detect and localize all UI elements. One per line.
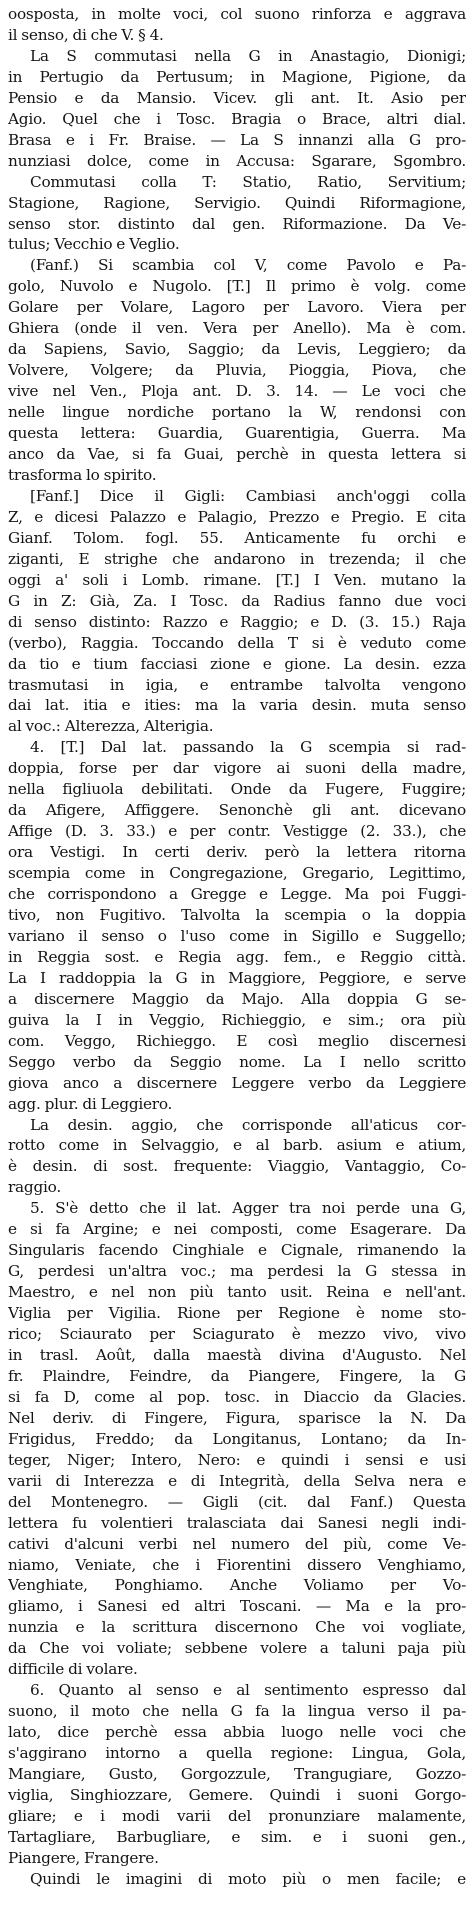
text-line: Gianf. Tolom. fogl. 55. Anticamente fu orchi e [8, 528, 466, 547]
text-line: Golare per Volare, Lagoro per Lavoro. Viera per [8, 298, 466, 317]
text-line: 5. S'è detto che il lat. Agger tra noi perde una G, [30, 1199, 466, 1218]
text-line: Affige (D. 3. 33.) e per contr. Vestigge (2. 33.), che [8, 822, 466, 841]
text-line: che corrispondono a Gregge e Legge. Ma poi Fuggi- [8, 885, 466, 904]
text-line: Mangiare, Gusto, Gorgozzule, Trangugiare, Gozzo- [8, 1765, 466, 1784]
text-line: Frigidus, Freddo; da Longitanus, Lontano; da In- [8, 1429, 466, 1448]
text-line: niamo, Veniate, che i Fiorentini dissero Venghiamo, [8, 1555, 466, 1574]
text-line: Piangere, Frangere. [8, 1848, 159, 1867]
text-line: lettera fu volentieri tralasciata dai Sanesi negli indi- [8, 1513, 466, 1532]
text-line: gliamo, i Sanesi ed altri Toscani. — Ma e la pro- [8, 1597, 466, 1616]
text-line: Ghiera (onde il ven. Vera per Anello). Ma è com. [8, 319, 466, 338]
text-line: G, perdesi un'altra voc.; ma perdesi la G stessa in [8, 1262, 466, 1281]
text-line: cativi d'alcuni verbi nel numero del più, come Ve- [8, 1534, 466, 1553]
text-line: Tartagliare, Barbugliare, e sim. e i suoni gen., [8, 1827, 466, 1846]
text-line: Brasa e i Fr. Braise. — La S innanzi alla G pro- [8, 130, 466, 149]
text-line: in trasl. Août, dalla maestà divina d'Augusto. Nel [8, 1346, 466, 1364]
text-line: 4. [T.] Dal lat. passando la G scempia si rad- [30, 738, 466, 757]
text-line: lato, dice perchè essa abbia luogo nelle voci che [8, 1723, 466, 1742]
text-line: Volvere, Volgere; da Pluvia, Pioggia, Piova, che [8, 361, 466, 380]
text-line: da tio e tium facciasi zione e gione. La desin. ezza [8, 654, 466, 673]
text-line: trasforma lo spirito. [8, 465, 157, 484]
text-line: giova anco a discernere Leggere verbo da Leggiere [8, 1073, 466, 1092]
text-line: La desin. aggio, che corrisponde all'aticus cor- [30, 1115, 466, 1134]
text-line: (Fanf.) Si scambia col V, come Pavolo e Pa- [30, 256, 466, 275]
text-line: raggio. [8, 1178, 61, 1197]
text-line: Venghiate, Ponghiamo. Anche Voliamo per Vo- [8, 1576, 466, 1595]
text-line: (verbo), Raggia. Toccando della T si è veduto come [8, 633, 466, 652]
text-line: Nel deriv. di Fingere, Figura, sparisce la N. Da [8, 1408, 466, 1427]
text-line: di senso distinto: Razzo e Raggio; e D. (3. 15.) Raja [8, 612, 466, 631]
text-line: suono, il moto che nella G fa la lingua verso il pa- [8, 1702, 466, 1721]
text-line: nunzia e la scrittura discernono Che voi vogliate, [8, 1618, 466, 1637]
text-line: Viglia per Vigilia. Rione per Regione è nome sto- [8, 1304, 466, 1323]
text-line: doppia, forse per dar vigore ai suoni della madre, [8, 759, 466, 778]
text-line: da Afigere, Affiggere. Senonchè gli ant. dicevano [8, 801, 466, 820]
text-line: senso stor. distinto dal gen. Riformazione. Da Ve- [8, 214, 466, 233]
text-line: da Che voi voliate; sebbene volere a taluni paja più [8, 1639, 466, 1658]
text-line: agg. plur. di Leggiero. [8, 1094, 173, 1113]
text-line: oggi a' soli i Lomb. rimane. [T.] I Ven. mutano la [8, 570, 466, 589]
text-line: Maestro, e nel non più tanto usit. Reina e nell'ant. [8, 1283, 466, 1302]
text-line: La I raddoppia la G in Maggiore, Peggiore, e serve [8, 968, 466, 987]
text-line: nelle lingue nordiche portano la W, rendonsi con [8, 403, 466, 422]
text-line: difficile di volare. [8, 1660, 138, 1679]
text-line: La S commutasi nella G in Anastagio, Dionigi; [30, 46, 466, 65]
text-line: 6. Quanto al senso e al sentimento espresso dal [30, 1681, 466, 1700]
text-line: da Sapiens, Savio, Saggio; da Levis, Leggiero; da [8, 340, 466, 359]
text-line: è desin. di sost. frequente: Viaggio, Vantaggio, Co- [8, 1157, 466, 1176]
text-line: nella figliuola debilitati. Onde da Fugere, Fuggire; [8, 780, 466, 799]
text-line: oosposta, in molte voci, col suono rinforza e aggrava [8, 5, 466, 23]
text-line: Commutasi colla T: Statio, Ratio, Servitium; [30, 172, 466, 191]
text-line: gliare; e i modi varii del pronunziare malamente, [8, 1806, 466, 1825]
text-line: G in Z: Già, Za. I Tosc. da Radius fanno due voci [8, 591, 466, 610]
text-line: trasmutasi in igia, e entrambe talvolta vengono [8, 675, 466, 694]
text-line: ora Vestigi. In certi deriv. però la lettera ritorna [8, 843, 466, 862]
text-line: viglia, Singhiozzare, Gemere. Quindi i suoni Gorgo- [8, 1786, 466, 1805]
text-line: fr. Plaindre, Feindre, da Piangere, Fingere, la G [8, 1366, 466, 1385]
text-line: al voc.: Alterezza, Alterigia. [8, 717, 214, 736]
text-line: il senso, di che V. § 4. [8, 25, 164, 44]
text-line: rico; Sciaurato per Sciagurato è mezzo vivo, vivo [8, 1325, 466, 1344]
text-line: a discernere Maggio da Majo. Alla doppia G se- [8, 989, 466, 1008]
text-line: varii di Interezza e di Integrità, della Selva nera e [8, 1471, 466, 1490]
text-line: tulus; Vecchio e Veglio. [8, 235, 180, 254]
text-line: anco da Vae, si fa Guai, perchè in questa lettera si [8, 445, 466, 464]
text-line: nunziasi dolce, come in Accusa: Sgarare, Sgombro. [8, 151, 466, 170]
text-line: guiva la I in Veggio, Richieggio, e sim.; ora più [8, 1010, 466, 1029]
text-line: golo, Nuvolo e Nugolo. [T.] Il primo è volg. come [8, 277, 466, 296]
text-line: rotto come in Selvaggio, e al barb. asium e atium, [8, 1136, 466, 1155]
text-line: variano il senso o l'uso come in Sigillo e Suggello; [8, 926, 466, 945]
text-line: Stagione, Ragione, Servigio. Quindi Riformagione, [8, 193, 466, 212]
text-line: in Pertugio da Pertusum; in Magione, Pigione, da [8, 67, 466, 86]
text-line: teger, Niger; Intero, Nero: e quindi i sensi e usi [8, 1450, 466, 1469]
text-line: s'aggirano intorno a quella regione: Lingua, Gola, [8, 1744, 466, 1763]
text-line: si fa D, come al pop. tosc. in Diaccio da Glacies. [8, 1387, 466, 1406]
text-line: dai lat. itia e ities: ma la varia desin. muta senso [8, 696, 466, 715]
text-line: Singularis facendo Cinghiale e Cignale, rimanendo la [8, 1241, 466, 1260]
text-line: in Reggia sost. e Regia agg. fem., e Reggio città. [8, 947, 466, 966]
text-line: scempia come in Congregazione, Gregario, Legittimo, [8, 864, 466, 883]
text-line: ziganti, E strighe che andarono in trezenda; il che [8, 549, 466, 568]
text-line: Z, e dicesi Palazzo e Palagio, Prezzo e Pregio. E cita [8, 507, 466, 526]
text-line: com. Veggo, Richieggo. E così meglio discernesi [8, 1031, 466, 1050]
text-line: [Fanf.] Dice il Gigli: Cambiasi anch'oggi colla [30, 486, 466, 505]
text-line: Seggo verbo da Seggio nome. La I nello scritto [8, 1052, 466, 1071]
text-line: del Montenegro. — Gigli (cit. dal Fanf.) Questa [8, 1492, 466, 1511]
text-line: Quindi le imagini di moto più o men facile; e [30, 1869, 466, 1888]
text-line: Agio. Quel che i Tosc. Bragia o Brace, altri dial. [8, 109, 466, 128]
text-line: tivo, non Fugitivo. Talvolta la scempia o la doppia [8, 905, 466, 924]
text-line: e si fa Argine; e nei composti, come Esagerare. Da [8, 1220, 466, 1239]
text-line: Pensio e da Mansio. Vicev. gli ant. It. Asio per [8, 88, 466, 107]
text-line: questa lettera: Guardia, Guarentigia, Guerra. Ma [8, 424, 466, 443]
text-line: vive nel Ven., Ploja ant. D. 3. 14. — Le voci che [8, 382, 466, 401]
